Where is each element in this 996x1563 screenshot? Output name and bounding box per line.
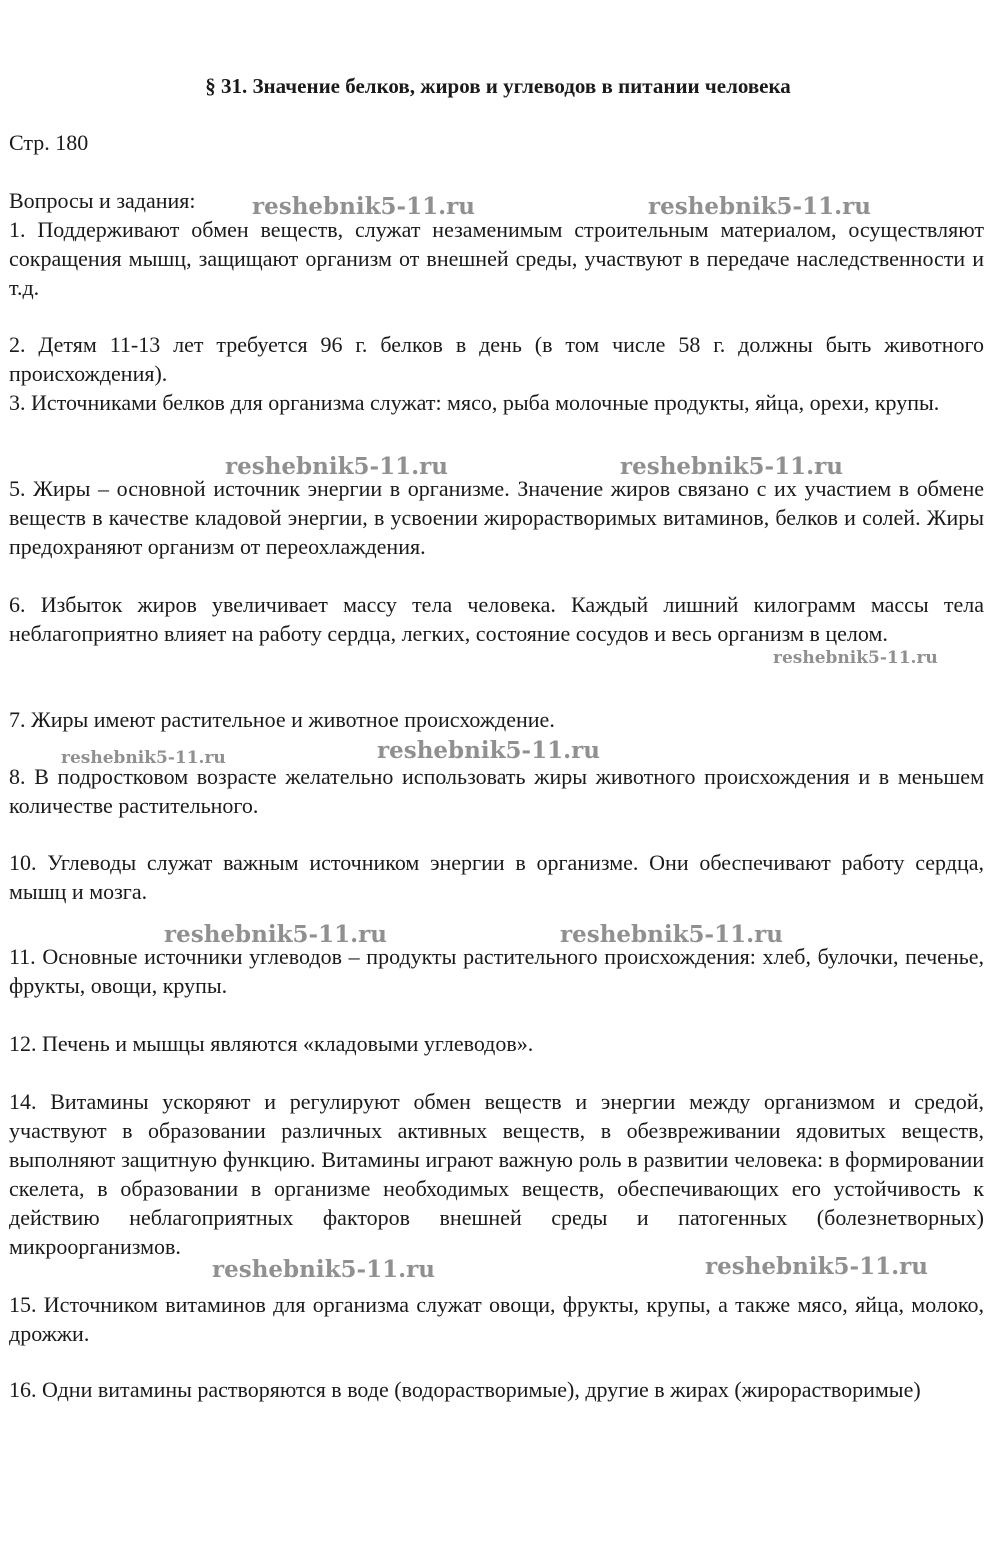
page-title: § 31. Значение белков, жиров и углеводов в питании человека xyxy=(205,74,791,98)
answer-8: 8. В подростковом возрасте желательно использовать жиры животного происхождения и в меньшем количестве растительного. xyxy=(9,764,984,818)
answer-6: 6. Избыток жиров увеличивает массу тела человека. Каждый лишний килограмм массы тела неблагоприятно влияет на работу сердца, легких, состояние сосудов и весь организм в целом. xyxy=(9,592,984,646)
watermark: reshebnik5-11.ru xyxy=(620,453,843,480)
answer-12: 12. Печень и мышцы являются «кладовыми углеводов». xyxy=(9,1031,534,1056)
watermark: reshebnik5-11.ru xyxy=(648,193,871,220)
watermark: reshebnik5-11.ru xyxy=(773,648,938,668)
watermark: reshebnik5-11.ru xyxy=(212,1256,435,1283)
answer-5: 5. Жиры – основной источник энергии в организме. Значение жиров связано с их участием в обмене веществ в качестве кладовой энергии, в усвоении жирорастворимых витаминов, белков и солей. Жиры предохраняют организм от переохлаждения. xyxy=(9,476,984,559)
watermark: reshebnik5-11.ru xyxy=(705,1253,928,1280)
answer-16: 16. Одни витамины растворяются в воде (водорастворимые), другие в жирах (жирорастворимые) xyxy=(9,1377,921,1402)
watermark: reshebnik5-11.ru xyxy=(164,921,387,948)
watermark: reshebnik5-11.ru xyxy=(252,193,475,220)
answer-1: 1. Поддерживают обмен веществ, служат незаменимым строительным материалом, осуществляют сокращения мышц, защищают организм от внешней среды, участвуют в передаче наследственности и т.д. xyxy=(9,217,984,300)
questions-heading: Вопросы и задания: xyxy=(9,188,196,213)
answer-7: 7. Жиры имеют растительное и животное происхождение. xyxy=(9,707,555,732)
answer-2: 2. Детям 11-13 лет требуется 96 г. белков в день (в том числе 58 г. должны быть животного происхождения). xyxy=(9,332,984,386)
watermark: reshebnik5-11.ru xyxy=(61,748,226,768)
answer-15: 15. Источником витаминов для организма служат овощи, фрукты, крупы, а также мясо, яйца, молоко, дрожжи. xyxy=(9,1292,984,1346)
answer-14: 14. Витамины ускоряют и регулируют обмен веществ и энергии между организмом и средой, участвуют в образовании различных активных веществ, в обезвреживании ядовитых веществ, выполняют защитную функцию. Витамины играют важную роль в развитии человека: в формировании скелета, в образовании в организме необходимых веществ, обеспечивающих его устойчивость к действию неблагоприятных факторов внешней среды и патогенных (болезнетворных) микроорганизмов. xyxy=(9,1089,984,1259)
answer-3: 3. Источниками белков для организма служат: мясо, рыба молочные продукты, яйца, орехи, крупы. xyxy=(9,390,940,415)
answer-11: 11. Основные источники углеводов – продукты растительного происхождения: хлеб, булочки, печенье, фрукты, овощи, крупы. xyxy=(9,944,984,998)
page-reference: Стр. 180 xyxy=(9,130,89,155)
watermark: reshebnik5-11.ru xyxy=(560,921,783,948)
watermark: reshebnik5-11.ru xyxy=(225,453,448,480)
answer-10: 10. Углеводы служат важным источником энергии в организме. Они обеспечивают работу сердца, мышц и мозга. xyxy=(9,850,984,904)
watermark: reshebnik5-11.ru xyxy=(377,737,600,764)
